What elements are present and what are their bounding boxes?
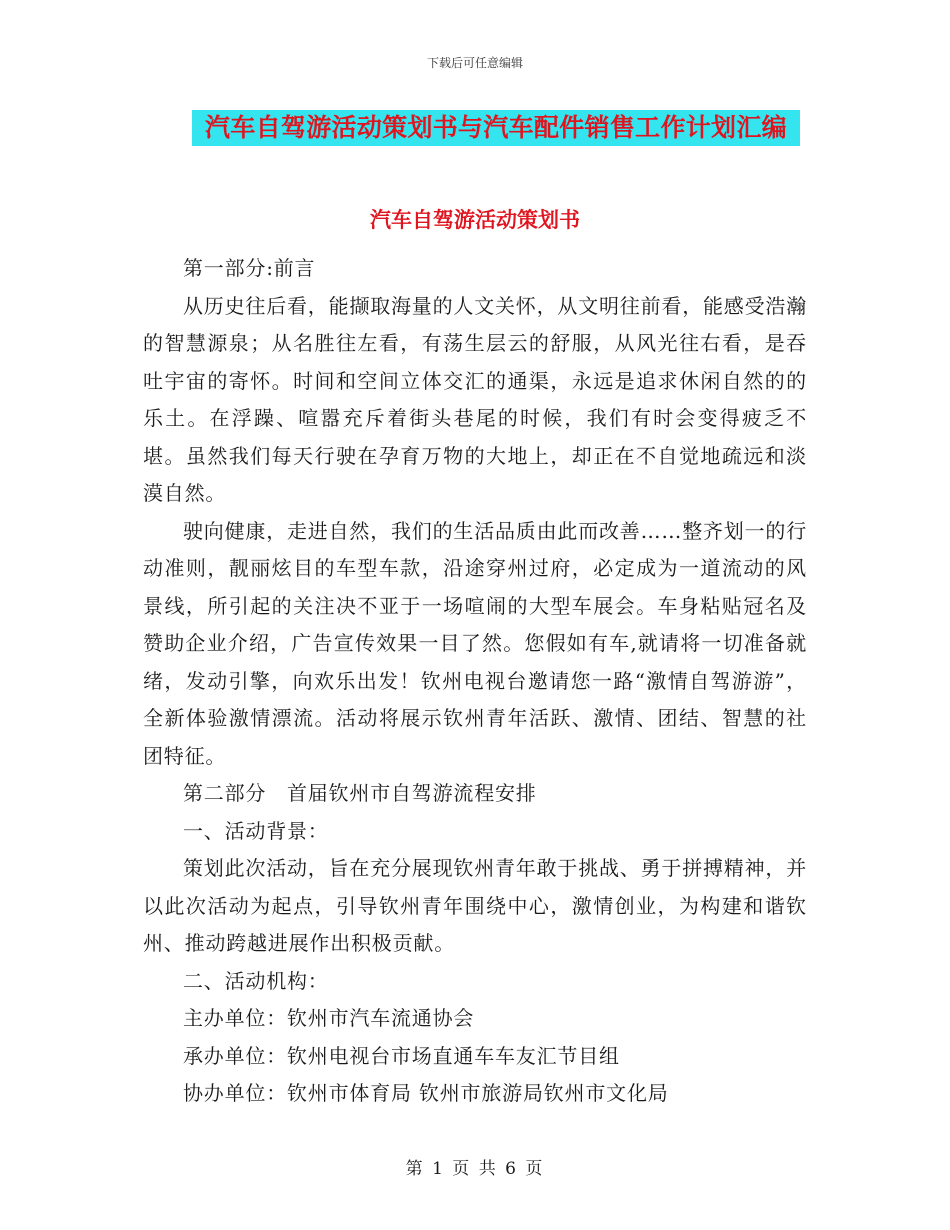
header-note: 下载后可任意编辑 (426, 56, 523, 70)
paragraph-preface: 从历史往后看，能撷取海量的人文关怀，从文明往前看，能感受浩瀚的智慧源泉；从名胜往左看，有荡生层云的舒服，从风光往右看，是吞吐宇宙的寄怀。时间和空间立体交汇的通渠，永远是追求休闲自然的的乐土。在浮躁、喧嚣充斥着街头巷尾的时候，我们有时会变得疲乏不堪。虽然我们每天行驶在孕育万物的大地上，却正在不自觉地疏远和淡漠自然。 (143, 293, 807, 505)
line-host: 主办单位：钦州市汽车流通协会 (183, 1006, 475, 1030)
line-co-organizer: 协办单位：钦州市体育局 钦州市旅游局钦州市文化局 (183, 1081, 669, 1105)
heading-organization: 二、活动机构： (183, 968, 329, 993)
paragraph-background: 策划此次活动，旨在充分展现钦州青年敢于挑战、勇于拼搏精神，并以此次活动为起点，引导钦州青年围绕中心，激情创业，为构建和谐钦州、推动跨越进展作出积极贡献。 (143, 856, 807, 955)
section-title: 汽车自驾游活动策划书 (370, 208, 580, 232)
heading-background: 一、活动背景： (183, 818, 329, 843)
heading-part-two: 第二部分 首届钦州市自驾游流程安排 (183, 781, 537, 805)
page-footer: 第 1 页 共 6 页 (405, 1159, 545, 1179)
body-text (143, 250, 807, 1113)
document-title: 汽车自驾游活动策划书与汽车配件销售工作计划汇编 (192, 110, 800, 146)
paragraph-health: 驶向健康，走进自然，我们的生活品质由此而改善……整齐划一的行动准则，靓丽炫目的车型车款，沿途穿州过府，必定成为一道流动的风景线，所引起的关注决不亚于一场喧闹的大型车展会。车身粘贴冠名及赞助企业介绍，广告宣传效果一目了然。您假如有车,就请将一切准备就绪，发动引擎，向欢乐出发！钦州电视台邀请您一路“激情自驾游游”，全新体验激情漂流。活动将展示钦州青年活跃、激情、团结、智慧的社团特征。 (143, 518, 807, 768)
heading-part-one: 第一部分:前言 (183, 256, 316, 280)
line-organizer: 承办单位：钦州电视台市场直通车车友汇节目组 (183, 1043, 620, 1068)
